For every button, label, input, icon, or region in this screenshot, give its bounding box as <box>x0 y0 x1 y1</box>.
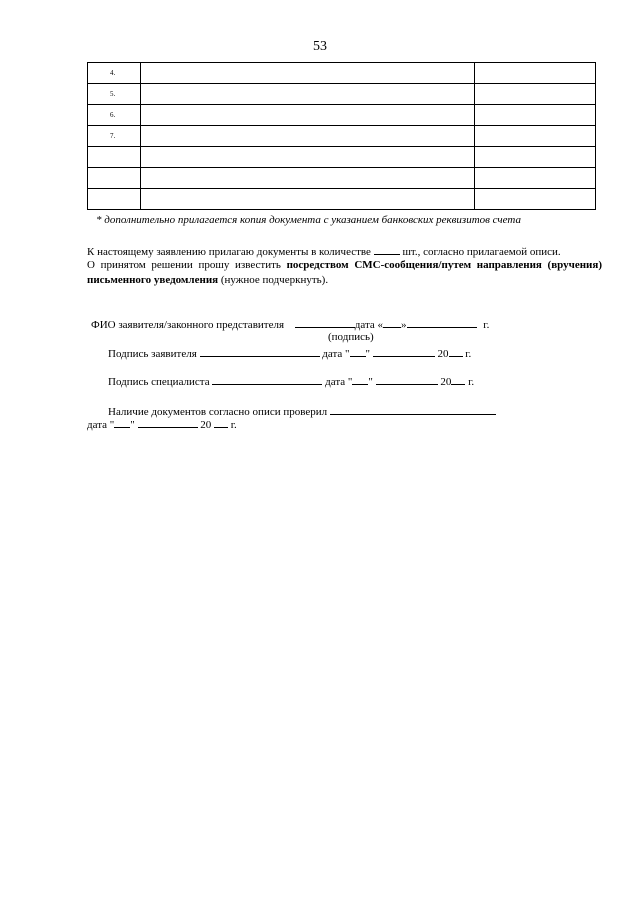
specialist-century: 20 <box>440 376 452 388</box>
row-number-cell <box>88 189 141 210</box>
document-extra-cell[interactable] <box>474 168 595 189</box>
attachment-text-before: К настоящему заявлению прилагаю документы в количестве <box>87 246 371 258</box>
document-extra-cell[interactable] <box>474 105 595 126</box>
applicant-day-field[interactable] <box>350 345 366 357</box>
row-number-cell: 4. <box>88 63 141 84</box>
specialist-day-field[interactable] <box>352 373 368 385</box>
applicant-signature-line <box>108 345 471 360</box>
applicant-date-mid: " <box>365 348 371 360</box>
specialist-year-field[interactable] <box>451 373 465 385</box>
specialist-date-label: дата " <box>325 376 353 388</box>
document-name-cell[interactable] <box>140 147 474 168</box>
document-check-date-line <box>87 416 237 431</box>
row-number-cell: 5. <box>88 84 141 105</box>
notification-text-after: (нужное подчеркнуть). <box>220 274 329 286</box>
fio-date-mid: » <box>401 319 407 331</box>
document-check-day-field[interactable] <box>114 416 130 428</box>
fio-day-field[interactable] <box>383 316 401 328</box>
fio-date-label: дата « <box>354 319 384 331</box>
document-check-century: 20 <box>200 419 212 431</box>
specialist-month-field[interactable] <box>376 373 438 385</box>
fio-month-year-field[interactable] <box>407 316 477 328</box>
table-row <box>88 105 596 126</box>
fio-signature-field[interactable] <box>295 316 355 328</box>
document-extra-cell[interactable] <box>474 84 595 105</box>
row-number-cell: 7. <box>88 126 141 147</box>
fio-line <box>91 316 489 331</box>
applicant-date-label: дата " <box>322 348 350 360</box>
document-extra-cell[interactable] <box>474 126 595 147</box>
applicant-year-field[interactable] <box>449 345 463 357</box>
row-number-cell: 6. <box>88 105 141 126</box>
specialist-signature-label: Подпись специалиста <box>108 376 210 388</box>
notification-text-before: О принятом решении прошу известить <box>87 259 281 271</box>
applicant-month-field[interactable] <box>373 345 435 357</box>
specialist-year-suffix: г. <box>468 376 475 388</box>
table-row <box>88 147 596 168</box>
document-extra-cell[interactable] <box>474 147 595 168</box>
document-check-month-field[interactable] <box>138 416 198 428</box>
document-check-label: Наличие документов согласно описи проверил <box>108 406 328 418</box>
notification-method: посредством СМС-сообщения/путем направления (вручения) письменного уведомления <box>87 259 603 286</box>
row-number-cell <box>88 147 141 168</box>
table-row <box>88 189 596 210</box>
table-row <box>88 168 596 189</box>
document-name-cell[interactable] <box>140 126 474 147</box>
document-name-cell[interactable] <box>140 63 474 84</box>
footnote: * дополнительно прилагается копия документа с указанием банковских реквизитов счета <box>96 214 521 226</box>
specialist-signature-field[interactable] <box>212 373 322 385</box>
fio-year-suffix: г. <box>483 319 490 331</box>
specialist-date-mid: " <box>368 376 373 388</box>
signature-note: (подпись) <box>328 331 374 343</box>
document-name-cell[interactable] <box>140 84 474 105</box>
documents-table <box>87 62 596 210</box>
table-row <box>88 84 596 105</box>
attachment-text-after: шт., согласно прилагаемой описи. <box>402 246 561 258</box>
table-row <box>88 63 596 84</box>
fio-label: ФИО заявителя/законного представителя <box>91 319 285 331</box>
table-row <box>88 126 596 147</box>
applicant-signature-label: Подпись заявителя <box>108 348 197 360</box>
specialist-signature-line <box>108 373 474 388</box>
document-extra-cell[interactable] <box>474 63 595 84</box>
row-number-cell <box>88 168 141 189</box>
applicant-year-suffix: г. <box>465 348 472 360</box>
document-check-signature-field[interactable] <box>330 403 496 415</box>
document-check-date-mid: " <box>130 419 135 431</box>
documents-table-body <box>88 63 596 210</box>
document-name-cell[interactable] <box>140 168 474 189</box>
document-name-cell[interactable] <box>140 105 474 126</box>
document-name-cell[interactable] <box>140 189 474 210</box>
document-extra-cell[interactable] <box>474 189 595 210</box>
attachment-count-field[interactable] <box>374 243 400 255</box>
document-check-year-field[interactable] <box>214 416 228 428</box>
document-check-year-suffix: г. <box>230 419 237 431</box>
page-number: 53 <box>313 39 327 54</box>
document-check-date-label: дата " <box>87 419 115 431</box>
applicant-century: 20 <box>437 348 449 360</box>
notification-paragraph <box>87 258 602 288</box>
applicant-signature-field[interactable] <box>200 345 320 357</box>
